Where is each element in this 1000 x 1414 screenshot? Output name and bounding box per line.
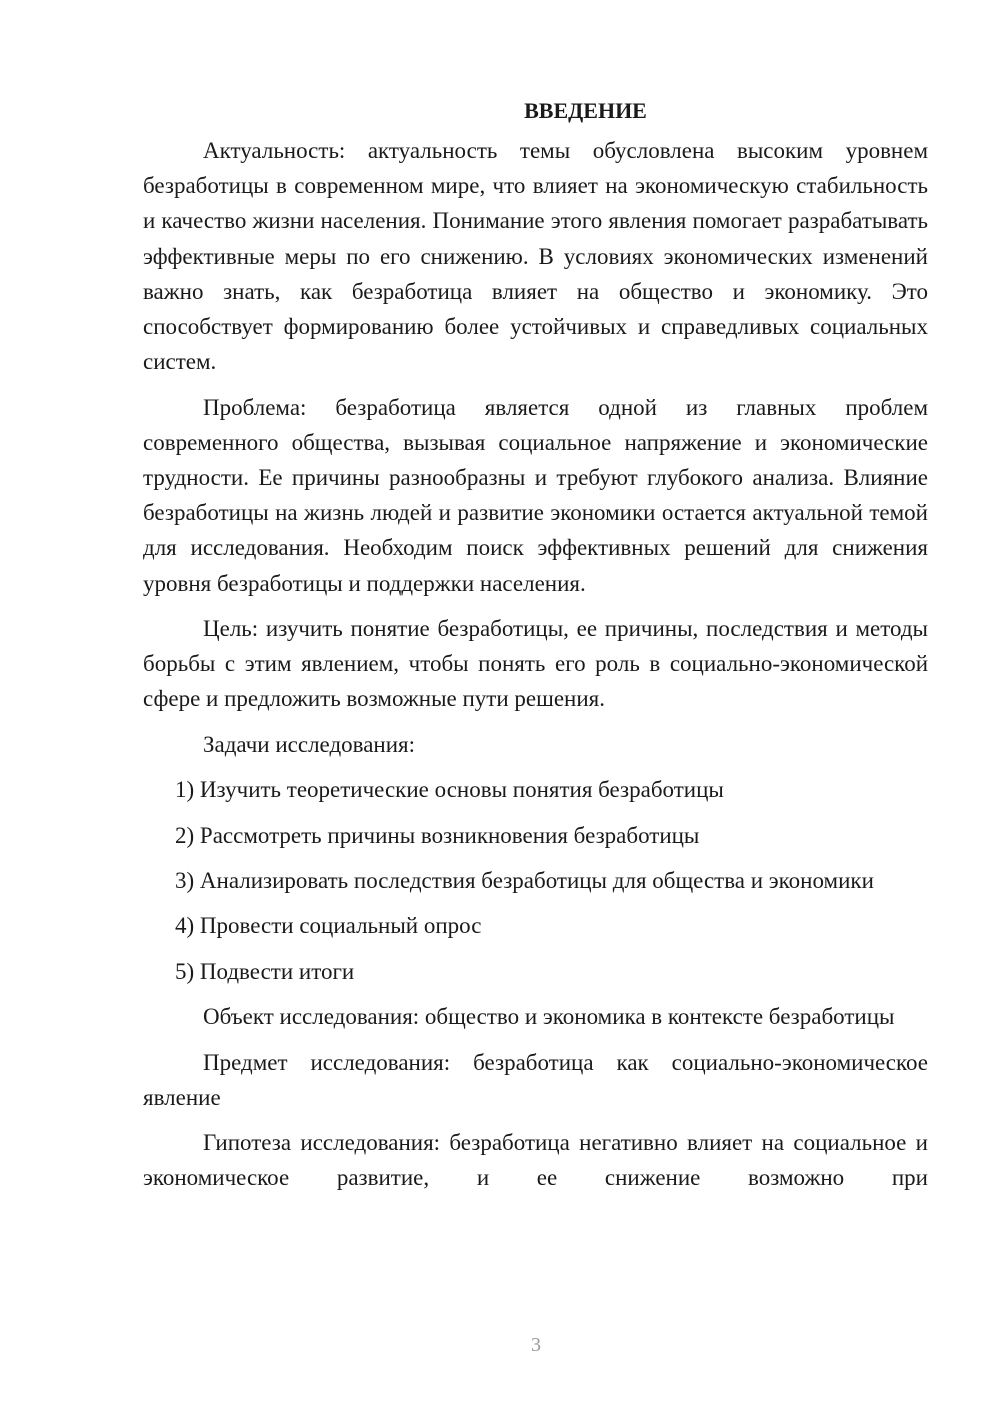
page-content: [143, 88, 928, 1206]
task-item: 2) Рассмотреть причины возникновения безработицы: [175, 822, 700, 848]
task-item: 4) Провести социальный опрос: [175, 913, 482, 939]
paragraph-relevance: Актуальность: актуальность темы обусловлена высоким уровнем безработицы в современном мире, что влияет на экономическую стабильность и качество жизни населения. Понимание этого явления помогает разрабатывать эффективные меры по его снижению. В условиях экономических изменений важно знать, как безработица влияет на общество и экономику. Это способствует формированию более устойчивых и справедливых социальных систем.: [143, 138, 928, 375]
task-item: 5) Подвести итоги: [175, 958, 355, 984]
page-title: ВВЕДЕНИЕ: [524, 98, 647, 123]
task-item: 3) Анализировать последствия безработицы для общества и экономики: [175, 867, 874, 893]
paragraph-problem: Проблема: безработица является одной из главных проблем современного общества, вызывая социальное напряжение и экономические трудности. Ее причины разнообразны и требуют глубокого анализа. Влияние безработицы на жизнь людей и развитие экономики остается актуальной темой для исследования. Необходим поиск эффективных решений для снижения уровня безработицы и поддержки населения.: [143, 394, 928, 596]
paragraph-hypothesis: Гипотеза исследования: безработица негативно влияет на социальное и экономическое развитие, и ее снижение возможно при: [143, 1130, 928, 1191]
paragraph-subject: Предмет исследования: безработица как социально-экономическое явление: [143, 1049, 928, 1110]
paragraph-tasks-heading: Задачи исследования:: [203, 731, 416, 757]
paragraph-goal: Цель: изучить понятие безработицы, ее причины, последствия и методы борьбы с этим явлением, чтобы понять его роль в социально-экономической сфере и предложить возможные пути решения.: [143, 616, 928, 712]
paragraph-object: Объект исследования: общество и экономика в контексте безработицы: [203, 1004, 895, 1030]
task-item: 1) Изучить теоретические основы понятия безработицы: [175, 777, 724, 803]
page-number: 3: [531, 1334, 541, 1356]
